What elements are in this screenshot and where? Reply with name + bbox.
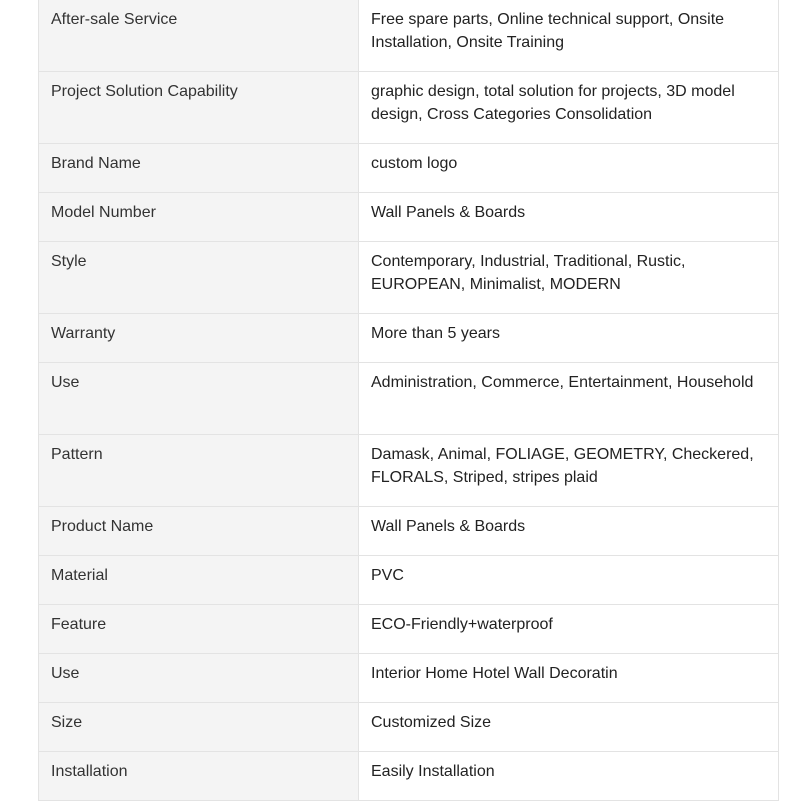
spec-key: Size — [39, 703, 359, 752]
spec-value: ECO-Friendly+waterproof — [359, 605, 779, 654]
table-row — [39, 605, 779, 654]
spec-value: Interior Home Hotel Wall Decoratin — [359, 654, 779, 703]
table-row — [39, 556, 779, 605]
table-row — [39, 703, 779, 752]
spec-value: More than 5 years — [359, 314, 779, 363]
spec-key: Installation — [39, 752, 359, 801]
spec-value: Easily Installation — [359, 752, 779, 801]
spec-key: Project Solution Capability — [39, 72, 359, 144]
table-row — [39, 435, 779, 507]
spec-key: Material — [39, 556, 359, 605]
spec-value: Wall Panels & Boards — [359, 193, 779, 242]
spec-key: After-sale Service — [39, 0, 359, 72]
spec-key: Style — [39, 242, 359, 314]
spec-value: PVC — [359, 556, 779, 605]
spec-value: Contemporary, Industrial, Traditional, Rustic, EUROPEAN, Minimalist, MODERN — [359, 242, 779, 314]
spec-value: custom logo — [359, 144, 779, 193]
table-row — [39, 314, 779, 363]
spec-key: Use — [39, 363, 359, 435]
spec-key: Use — [39, 654, 359, 703]
spec-key: Warranty — [39, 314, 359, 363]
spec-key: Pattern — [39, 435, 359, 507]
spec-table — [38, 0, 779, 801]
spec-value: Wall Panels & Boards — [359, 507, 779, 556]
spec-value: Damask, Animal, FOLIAGE, GEOMETRY, Checkered, FLORALS, Striped, stripes plaid — [359, 435, 779, 507]
table-row — [39, 507, 779, 556]
spec-key: Feature — [39, 605, 359, 654]
spec-table-container — [38, 0, 778, 801]
table-row — [39, 363, 779, 435]
spec-key: Brand Name — [39, 144, 359, 193]
table-row — [39, 144, 779, 193]
table-row — [39, 193, 779, 242]
spec-value: Administration, Commerce, Entertainment, Household — [359, 363, 779, 435]
spec-key: Model Number — [39, 193, 359, 242]
table-row — [39, 242, 779, 314]
spec-value: graphic design, total solution for projects, 3D model design, Cross Categories Consolidation — [359, 72, 779, 144]
table-row — [39, 72, 779, 144]
table-row — [39, 752, 779, 801]
table-row — [39, 654, 779, 703]
spec-key: Product Name — [39, 507, 359, 556]
spec-value: Free spare parts, Online technical support, Onsite Installation, Onsite Training — [359, 0, 779, 72]
spec-value: Customized Size — [359, 703, 779, 752]
table-row — [39, 0, 779, 72]
